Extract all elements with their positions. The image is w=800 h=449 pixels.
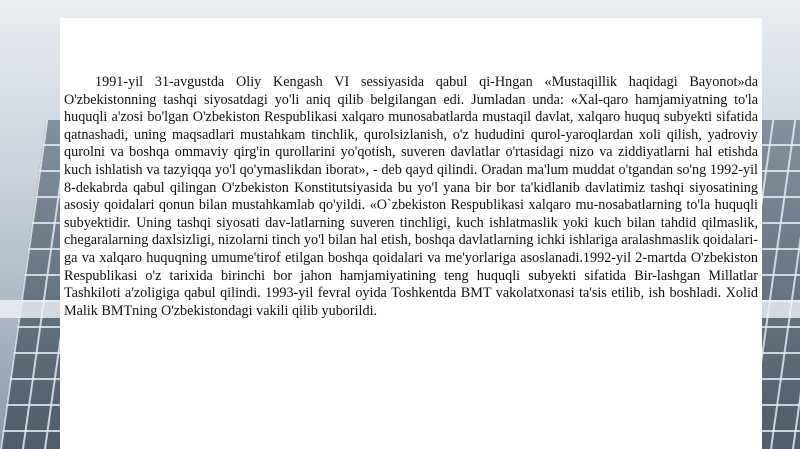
slide-page	[60, 18, 762, 449]
body-paragraph: 1991-yil 31-avgustda Oliy Kengash VI sessiyasida qabul qi-Hngan «Mustaqillik haqidagi Bayonot»da O'zbekistonning tashqi siyosatdagi yo'li aniq qilib belgilangan edi. Jumladan unda: «Xal-qaro hamjamiyatning to'la huquqli a'zosi bo'lgan O'zbekiston Respublikasi xalqaro munosabatlarda mustaqil davlat, xalqaro huquq subyekti sifatida qatnashadi, uning maqsadlari mustahkam tinchlik, qurolsizlanish, o'z hududini qurol-yaroqlardan xoli qilish, yadroviy qurolni va boshqa ommaviy qirg'in qurollarini yo'qotish, suveren davlatlar o'rtasidagi nizo va ziddiyatlarni hal etishda kuch ishlatish va tazyiqqa yo'l qo'ymaslikdan iborat», - deb qayd qilindi. Oradan ma'lum muddat o'tgandan so'ng 1992-yil 8-dekabrda qabul qilingan O'zbekiston Konstitutsiyasida bu yo'l yana bir bor ta'kidlanib davlatimiz tashqi siyosatining asosiy qoidalari qonun bilan mustahkamlab qo'yildi. «O`zbekiston Respublikasi xalqaro mu-nosabatlarning to'la huquqli subyektidir. Uning tashqi siyosati dav-latlarning suveren tinchligi, kuch ishlatmaslik yoki kuch bilan tahdid qilmaslik, chegaralarning daxlsizligi, nizolarni tinch yo'l bilan hal etish, boshqa davlatlarning ichki ishlariga aralashmaslik qoidalari-ga va xalqaro huquqning umume'tirof etilgan boshqa qoidalari va me'yorlariga asoslanadi.1992-yil 2-martda O'zbekiston Respublikasi o'z tarixida birinchi bor jahon hamjamiyatining teng huquqli subyekti sifatida Bir-lashgan Millatlar Tashkiloti a'zoligiga qabul qilindi. 1993-yil fevral oyida Toshkentda BMT vakolatxonasi ta'sis etilib, ish boshladi. Xolid Malik BMTning O'zbekistondagi vakili qilib yuborildi.	[64, 74, 758, 319]
